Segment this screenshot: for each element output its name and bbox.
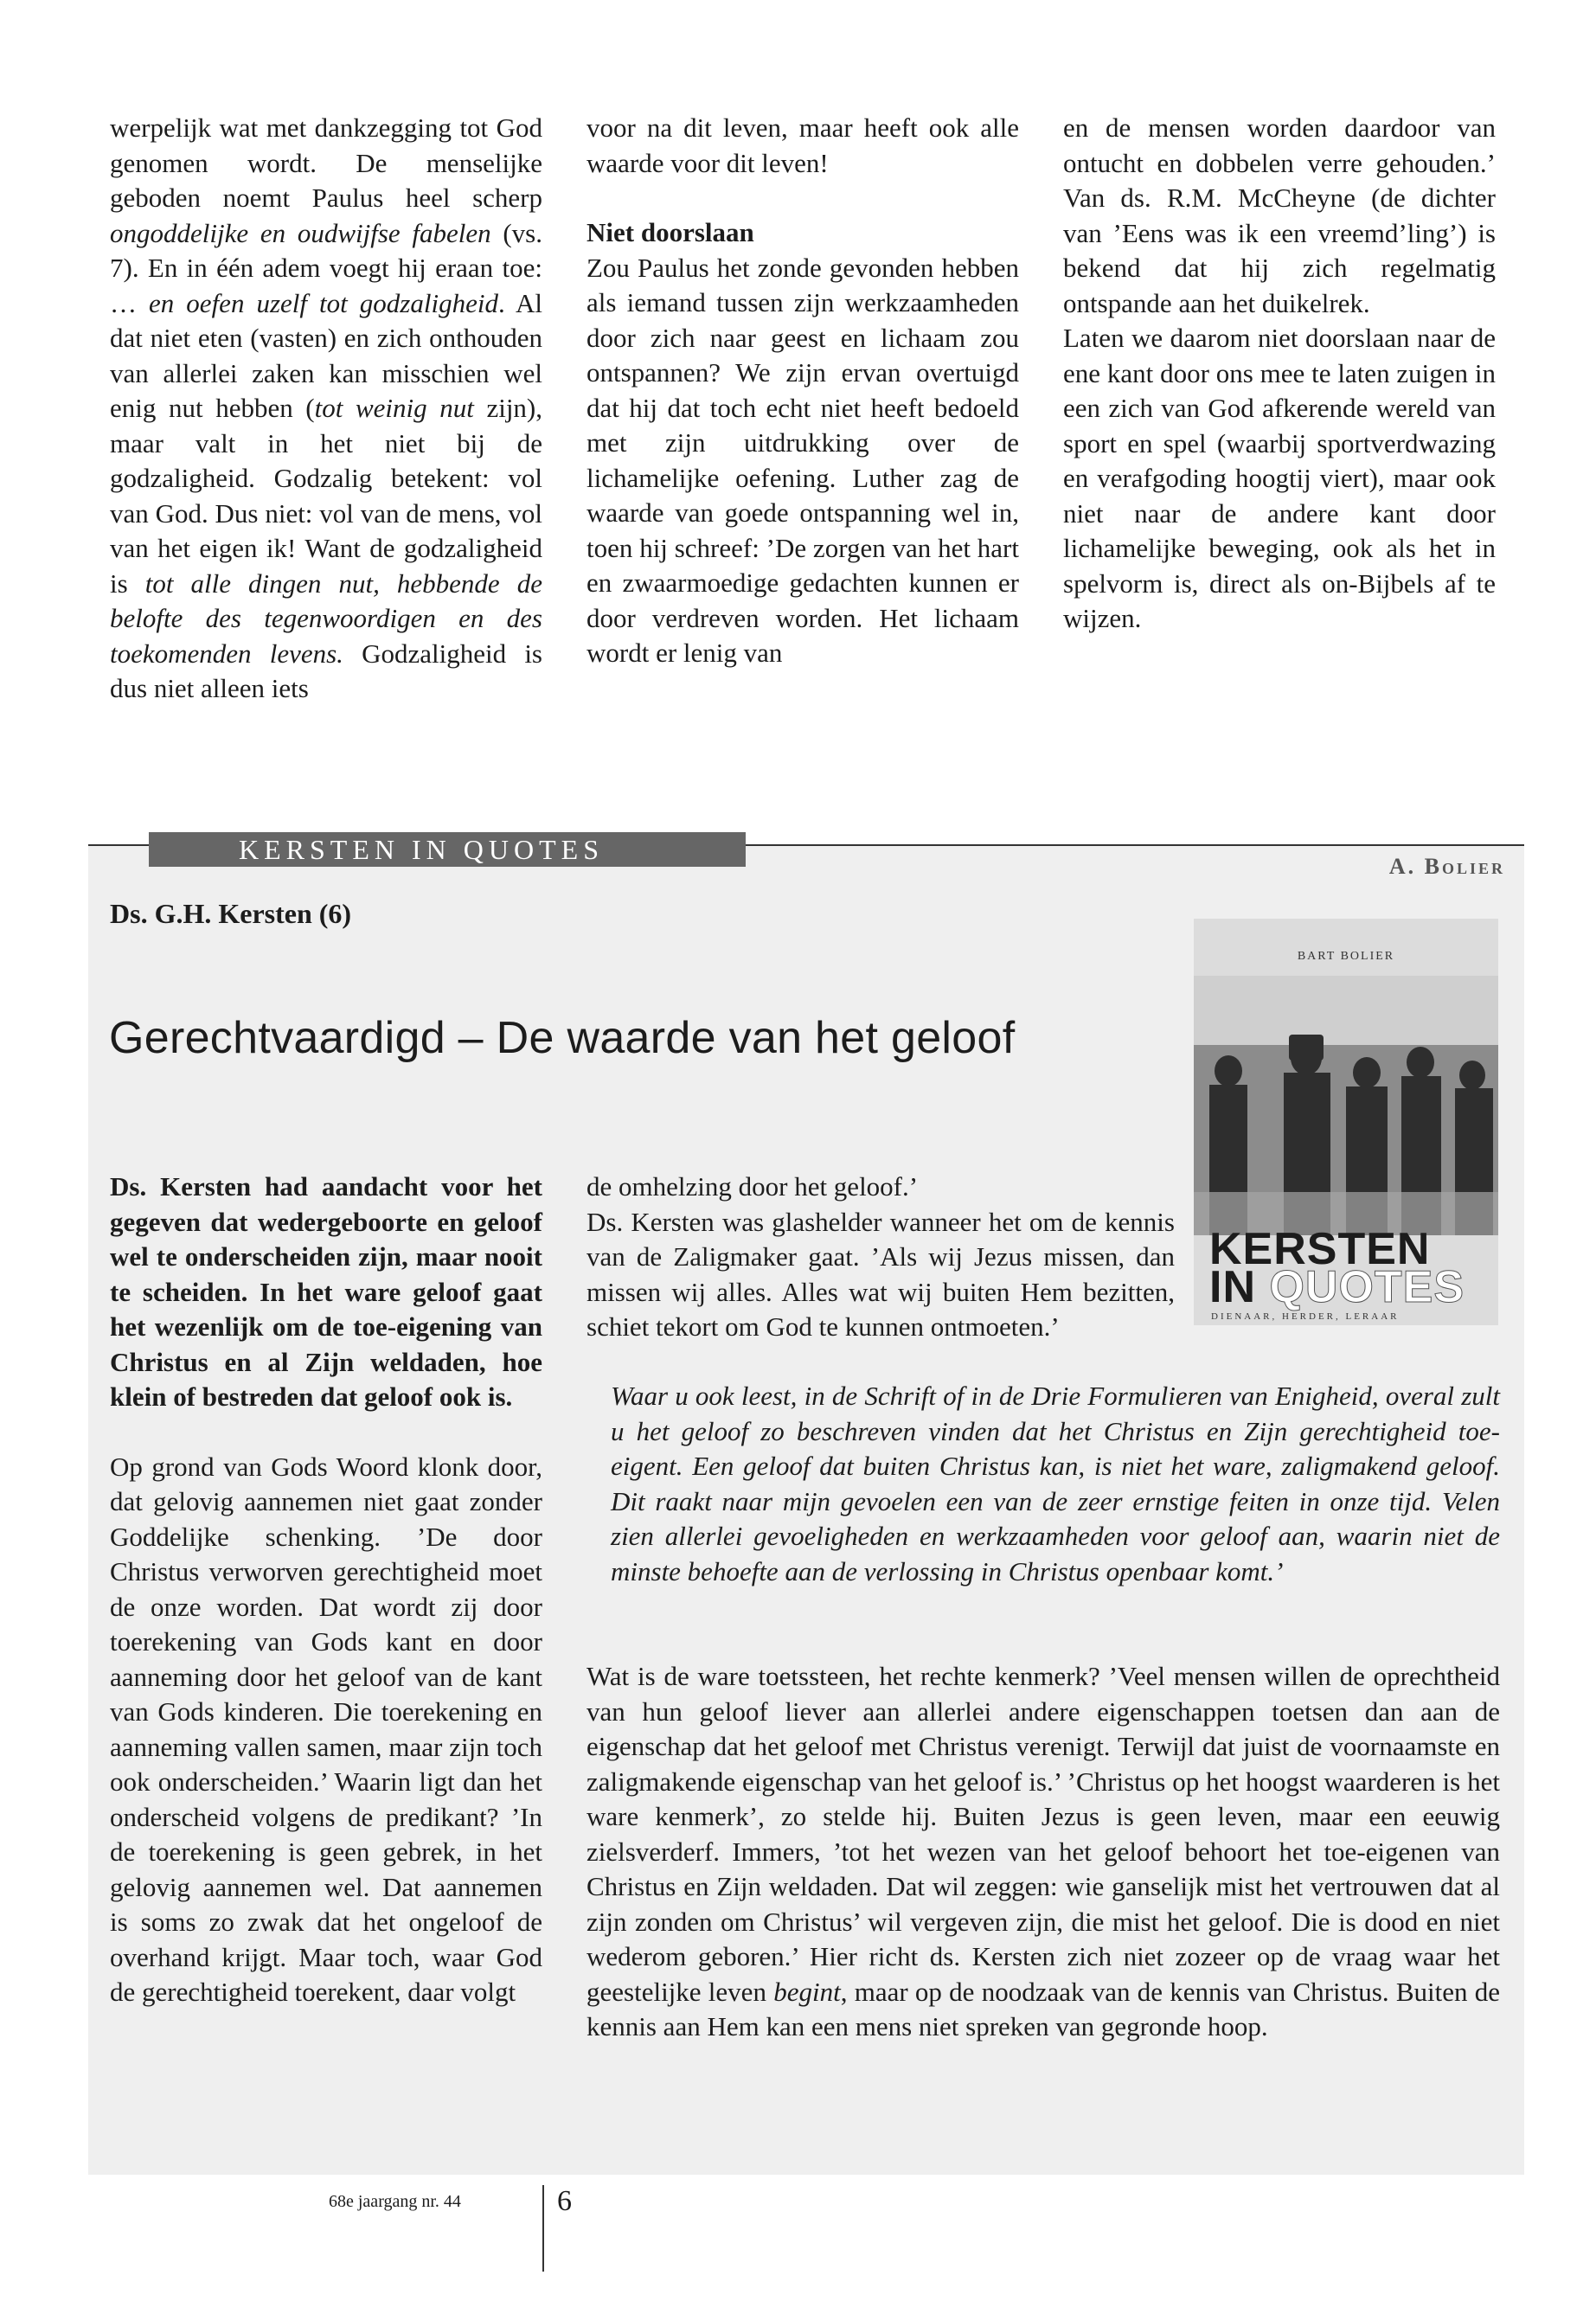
right-paragraph-3: Wat is de ware toetssteen, het rechte kenmerk? ’Veel mensen willen de oprechtheid van hun geloof liever aan allerlei andere eigenschappen toetsen dan aan de eigenschap dat het geloof met Christus verenigt. Terwijl dat juist de voornaamste en zaligmakende eigenschap van het geloof is.’ ’Christus op het hoogst waarderen is het ware kenmerk’, zo stelde hij. Buiten Jezus is geen leven, maar een eeuwig zielsverderf. Immers, ’tot het wezen van het geloof behoort het toe-eigenen van Christus en Zijn weldaden. Dat wil zeggen: wie ganselijk mist het vertrouwen dat al zijn zonden om Christus’ wil vergeven zijn, die mist het geloof. Die is dood en niet wederom geboren.’ Hier richt ds. Kersten zich niet zozeer op de vraag waar het geestelijke leven begint, maar op de noodzaak van de kennis van Christus. Buiten de kennis aan Hem kan een mens niet spreken van gegronde hoop. xyxy=(586,1661,1500,2041)
section-left-column xyxy=(110,1170,542,2010)
block-quote: Waar u ook leest, in de Schrift of in de Drie Formulieren van Enigheid, overal zult u het geloof zo beschreven vinden dat het Christus en Zijn gerechtigheid toe-eigent. Een geloof dat buiten Christus kan, is niet het ware, zaligmakend geloof. Dit raakt naar mijn gevoelen een van de zeer ernstige feiten in onze tijd. Velen zien allerlei gevoeligheden en werkzaamheden voor geloof aan, waarin niet de minste behoefte aan de verlossing in Christus openbaar komt.’ xyxy=(611,1381,1500,1586)
section-author: A. Bolier xyxy=(1388,854,1505,879)
article-title: Gerechtvaardigd – De waarde van het geloof xyxy=(109,1013,1016,1063)
cover-subtitle: DIENAAR, HERDER, LERAAR xyxy=(1211,1311,1400,1322)
section-tag: KERSTEN IN QUOTES xyxy=(149,832,746,867)
footer-divider xyxy=(542,2185,544,2272)
lead-paragraph: Ds. Kersten had aandacht voor het gegeven dat wedergeboorte en geloof wel te onderscheiden zijn, maar nooit te scheiden. In het ware geloof gaat het wezenlijk om de toe-eigening van Christus en al Zijn weldaden, hoe klein of bestreden dat geloof ook is. xyxy=(110,1171,542,1412)
column-2-heading: Niet doorslaan xyxy=(586,217,754,247)
right-paragraph-1: de omhelzing door het geloof.’ xyxy=(586,1171,919,1202)
column-3-paragraph-2: Laten we daarom niet doorslaan naar de ene kant door ons mee te laten zuigen in een zich van God afkerende wereld van sport en spel (waarbij sportverdwazing en verafgoding hoogtij viert), maar ook niet naar de andere kant door lichamelijke beweging, ook als het in spelvorm is, direct als on-Bijbels af te wijzen. xyxy=(1063,323,1496,633)
top-column-3 xyxy=(1063,111,1496,637)
book-cover-image xyxy=(1194,919,1498,1325)
section-right-top xyxy=(586,1170,1175,1345)
left-body: Op grond van Gods Woord klonk door, dat gelovig aannemen niet gaat zonder Goddelijke schenking. ’De door Christus verworven gerechtigheid moet de onze worden. Dat wordt zij door toerekening van Gods kant en door aanneming door het geloof van de kant van Gods kinderen. Die toerekening en aanneming vallen samen, maar zijn toch ook onderscheiden.’ Waarin ligt dan het onderscheid volgens de predikant? ’In de toerekening is geen gebrek, in het gelovig aannemen wel. Dat aannemen is soms zo zwak dat het ongeloof de overhand krijgt. Maar toch, waar God de gerechtigheid toerekent, daar volgt xyxy=(110,1451,542,2007)
cover-author: BART BOLIER xyxy=(1297,950,1395,963)
section-right-bottom xyxy=(586,1659,1500,2045)
column-2-body: Zou Paulus het zonde gevonden hebben als iemand tussen zijn werkzaamheden door zich naar geest en lichaam zou ontspannen? We zijn ervan overtuigd dat hij dat toch echt niet heeft bedoeld met zijn uitdrukking over de lichamelijke oefening. Luther zag de waarde van goede ontspanning wel in, toen hij schreef: ’De zorgen van het hart en zwaarmoedige gedachten kunnen er door verdreven worden. Het lichaam wordt er lenig van xyxy=(586,252,1019,668)
top-column-2 xyxy=(586,111,1019,671)
page-number: 6 xyxy=(557,2185,572,2217)
footer-issue: 68e jaargang nr. 44 xyxy=(329,2192,461,2211)
column-2-intro: voor na dit leven, maar heeft ook alle waarde voor dit leven! xyxy=(586,112,1019,178)
section-subtitle: Ds. G.H. Kersten (6) xyxy=(110,898,352,929)
cover-title: KERSTEN IN QUOTES xyxy=(1209,1224,1465,1312)
cover-photo xyxy=(1194,976,1498,1235)
top-column-1 xyxy=(110,111,542,707)
right-paragraph-2: Ds. Kersten was glashelder wanneer het om de kennis van de Zaligmaker gaat. ’Als wij Jezus missen, dan missen wij alles. Alles wat wij buiten Hem bezitten, schiet tekort om God te kunnen ontmoeten.’ xyxy=(586,1206,1175,1342)
top-column-1-text: werpelijk wat met dankzegging tot God genomen wordt. De menselijke geboden noemt Paulus heel scherp ongoddelijke en oudwijfse fabelen (vs. 7). En in één adem voegt hij eraan toe: … en oefen uzelf tot godzaligheid. Al dat niet eten (vasten) en zich onthouden van allerlei zaken kan misschien wel enig nut hebben (tot weinig nut zijn), maar valt in het niet bij de godzaligheid. Godzalig betekent: vol van God. Dus niet: vol van de mens, vol van het eigen ik! Want de godzaligheid is tot alle dingen nut, hebbende de belofte des tegenwoordigen en des toekomenden levens. Godzaligheid is dus niet alleen iets xyxy=(110,112,543,703)
cover-photo-figures xyxy=(1194,976,1498,1235)
column-3-paragraph-1: en de mensen worden daardoor van ontucht en dobbelen verre gehouden.’ Van ds. R.M. McCheyne (de dichter van ’Eens was ik een vreemd’ling’) is bekend dat hij zich regelmatig ontspande aan het duikelrek. xyxy=(1063,112,1496,318)
